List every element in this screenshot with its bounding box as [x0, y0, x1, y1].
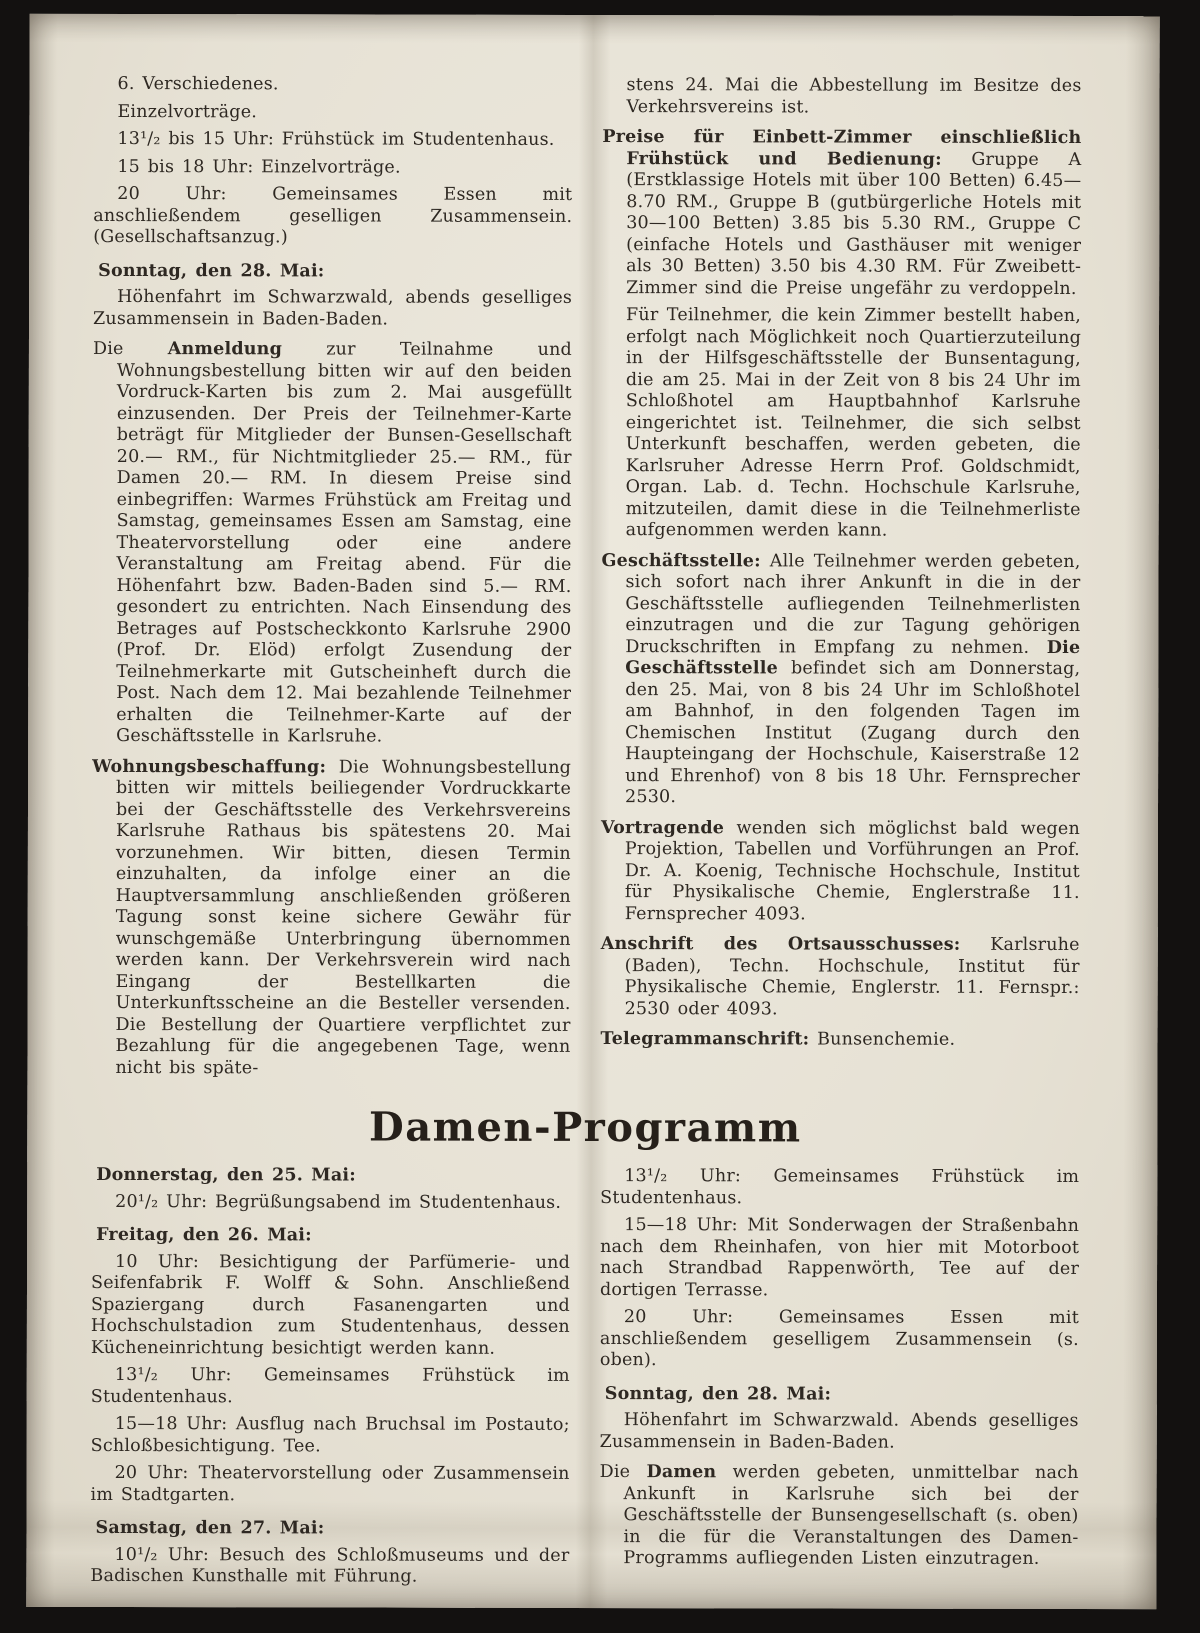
bold-text-run: Telegrammanschrift: — [600, 1029, 810, 1050]
text-run: wenden sich möglichst bald wegen Projektion, Tabellen und Vorführungen an Prof. Dr. A. Koenig, Technische Hochschule, Institut für Physikalische Chemie, Englerstraße 11. Fernsprecher 4093. — [624, 817, 1080, 924]
program-details-section — [91, 74, 1081, 1087]
bold-text-run: Preise für Einbett-Zimmer einschließlich Frühstück und Bedienung: — [602, 127, 1082, 170]
schedule-entry — [91, 1463, 570, 1507]
text-run: werden gebeten, unmittelbar nach Ankunft in Karlsruhe sich bei der Geschäftsstelle der Bunsengesellschaft (s. oben) in die für die Veranstaltungen des Damen-Programms aufliegenden Listen einzutragen. — [623, 1462, 1079, 1569]
text-run: 10 Uhr: Besichtigung der Parfümerie- und Seifenfabrik F. Wolff & Sohn. Anschließend Spaziergang durch Fasanengarten und Hochschulstadion zum Studentenhaus, dessen Kücheneinrichtung besichtigt werden kann. — [90, 1251, 571, 1359]
schedule-entry — [93, 129, 572, 152]
text-run: 20¹/₂ Uhr: Begrüßungsabend im Studentenhaus. — [115, 1191, 562, 1213]
info-paragraph — [599, 1462, 1078, 1571]
schedule-entry — [91, 1365, 570, 1409]
text-run: 15 bis 18 Uhr: Einzelvorträge. — [117, 156, 401, 178]
text-run: 15—18 Uhr: Ausflug nach Bruchsal im Postauto; Schloßbesichtigung. Tee. — [90, 1413, 570, 1456]
info-paragraph — [601, 818, 1080, 927]
bold-text-run: Anmeldung — [167, 339, 283, 360]
schedule-entry — [93, 101, 572, 124]
schedule-entry — [93, 184, 572, 250]
text-run: Gruppe A (Erstklassige Hotels mit über 100 Betten) 6.45—8.70 RM., Gruppe B (gutbürgerliche Hotels mit 30—100 Betten) 3.85 bis 5.30 RM., Gruppe C (einfache Hotels und Gasthäuser mit weniger als 30 Betten) 3.50 bis 4.30 RM. Für Zweibett-Zimmer sind die Preise ungefähr zu verdoppeln. — [626, 149, 1082, 299]
continued-paragraph — [626, 75, 1081, 119]
text-run: zur Teilnahme und Wohnungsbestellung bitten wir auf den beiden Vordruck-Karten bis zum 2. Mai ausgefüllt einzusenden. Der Preis der Teilnehmer-Karte beträgt für Mitglieder der Bunsen-Gesellschaft 20.— RM., für Nichtmitglieder 25.— RM., für Damen 20.— RM. In diesem Preise sind einbegriffen: Warmes Frühstück am Freitag und Samstag, gemeinsames Essen am Samstag, eine Theatervorstellung oder eine andere Veranstaltung am Freitag abend. Für die Höhenfahrt bzw. Baden-Baden sind 5.— RM. gesondert zu entrichten. Nach Einsendung des Betrages auf Postscheckkonto Karlsruhe 2900 (Prof. Dr. Elöd) erfolgt Zusendung der Teilnehmerkarte mit Gutscheinheft durch die Post. Nach dem 12. Mai bezahlende Teilnehmer erhalten die Teilnehmer-Karte auf der Geschäftsstelle in Karlsruhe. — [116, 339, 572, 747]
bold-text-run: Samstag, den 27. Mai: — [95, 1517, 325, 1539]
text-run: 13¹/₂ bis 15 Uhr: Frühstück im Studentenhaus. — [117, 129, 555, 150]
text-run: Für Teilnehmer, die kein Zimmer bestellt haben, erfolgt nach Möglichkeit noch Quartierzuteilung in der Hilfsgeschäftsstelle der Bunsentagung, die am 25. Mai in der Zeit von 8 bis 24 Uhr im Schloßhotel am Hauptbahnhof Karlsruhe eingerichtet ist. Teilnehmer, die sich selbst Unterkunft beschaffen, werden gebeten, die Karlsruher Adresse Herrn Prof. Goldschmidt, Organ. Lab. d. Techn. Hochschule Karlsruhe, mitzuteilen, damit diese in die Teilnehmerliste aufgenommen werden kann. — [625, 305, 1082, 541]
bold-text-run: Damen — [646, 1462, 717, 1483]
text-run: 6. Verschiedenes. — [117, 74, 279, 95]
schedule-entry — [600, 1166, 1079, 1210]
text-run: 20 Uhr: Gemeinsames Essen mit anschließendem geselligen Zusammensein. (Gesellschaftsanzug.) — [93, 184, 573, 248]
document-page — [26, 14, 1159, 1609]
info-paragraph — [602, 127, 1081, 300]
program-details-right-column — [600, 75, 1081, 1087]
program-details-left-column — [91, 74, 572, 1086]
damen-programm-left-column — [90, 1165, 570, 1595]
schedule-entry — [91, 1251, 570, 1360]
schedule-entry — [93, 287, 572, 331]
text-run: 20 Uhr: Theatervorstellung oder Zusammensein im Stadtgarten. — [90, 1462, 570, 1505]
text-run: 10¹/₂ Uhr: Besuch des Schloßmuseums und der Badischen Kunsthalle mit Führung. — [90, 1544, 570, 1587]
text-run: stens 24. Mai die Abbestellung im Besitze des Verkehrsvereins ist. — [626, 75, 1082, 117]
bold-text-run: Freitag, den 26. Mai: — [96, 1224, 312, 1246]
text-run: Die Wohnungsbestellung bitten wir mittels beiliegender Vordruckkarte bei der Geschäftsstelle des Verkehrsvereins Karlsruhe Rathaus bis spätestens 20. Mai vorzunehmen. Wir bitten, diesen Termin einzuhalten, da infolge einer an die Hauptversammlung anschließenden größeren Tagung sonst keine sichere Gewähr für wunschgemäße Unterbringung übernommen werden kann. Der Verkehrsverein wird nach Eingang der Bestellkarten die Unterkunftsscheine an die Besteller versenden. Die Bestellung der Quartiere verpflichtet zur Bezahlung für die angegebenen Tage, wenn nicht bis späte- — [115, 756, 572, 1078]
text-run: Die — [92, 338, 168, 360]
text-run: 13¹/₂ Uhr: Gemeinsames Frühstück im Studentenhaus. — [90, 1364, 570, 1407]
day-header — [91, 1225, 570, 1248]
damen-programm-right-column — [599, 1166, 1079, 1596]
bold-text-run: Vortragende — [600, 817, 725, 838]
schedule-entry — [600, 1410, 1079, 1454]
damen-programm-title: Damen-Programm — [369, 1103, 802, 1152]
bold-text-run: Wohnungsbeschaffung: — [92, 756, 327, 777]
bold-text-run: Geschäftsstelle: — [601, 550, 761, 571]
schedule-entry — [91, 1414, 570, 1458]
text-run: Einzelvorträge. — [117, 101, 258, 122]
text-run: Höhenfahrt im Schwarzwald, abends geselliges Zusammensein in Baden-Baden. — [93, 287, 573, 330]
text-run: 20 Uhr: Gemeinsames Essen mit anschließendem geselligem Zusammensein (s. oben). — [599, 1307, 1079, 1371]
damen-programm-section — [90, 1165, 1079, 1596]
schedule-entry — [91, 1191, 570, 1214]
bold-text-run: Die Geschäftsstelle — [625, 637, 1081, 679]
schedule-entry — [600, 1215, 1079, 1302]
info-paragraph — [601, 551, 1081, 810]
bold-text-run: Anschrift des Ortsausschusses: — [600, 934, 961, 955]
info-paragraph — [601, 934, 1080, 1021]
text-run: 13¹/₂ Uhr: Gemeinsames Frühstück im Studentenhaus. — [600, 1166, 1080, 1208]
text-run: 15—18 Uhr: Mit Sonderwagen der Straßenbahn nach dem Rheinhafen, von hier mit Motorboot nach Strandbad Rappenwörth, Tee auf der dortigen Terrasse. — [599, 1215, 1080, 1300]
schedule-entry — [93, 156, 572, 179]
schedule-entry — [93, 74, 572, 97]
day-header — [91, 1165, 570, 1188]
continued-paragraph — [626, 305, 1081, 542]
text-run: befindet sich am Donnerstag, den 25. Mai, von 8 bis 24 Uhr im Schloßhotel am Bahnhof, in den folgenden Tagen im Chemischen Institut (Zugang durch den Haupteingang der Hochschule, Kaiserstraße 12 und Ehrenhof) von 8 bis 18 Uhr. Fernsprecher 2530. — [625, 658, 1081, 808]
day-header — [600, 1384, 1079, 1407]
text-run: Alle Teilnehmer werden gebeten, sich sofort nach ihrer Ankunft in die in der Geschäftsstelle aufliegenden Teilnehmerlisten einzutragen und die zur Tagung gehörigen Druckschriften in Empfang zu nehmen. — [625, 550, 1081, 658]
bold-text-run: Sonntag, den 28. Mai: — [98, 260, 325, 281]
page-content — [26, 14, 1159, 1609]
text-run: Bunsenchemie. — [809, 1029, 956, 1050]
text-run: Karlsruhe (Baden), Techn. Hochschule, Institut für Physikalische Chemie, Englerstr. 11. Fernspr.: 2530 oder 4093. — [624, 934, 1080, 1019]
bold-text-run: Sonntag, den 28. Mai: — [604, 1383, 832, 1404]
day-header — [90, 1518, 569, 1541]
schedule-entry — [600, 1307, 1079, 1373]
text-run: Höhenfahrt im Schwarzwald. Abends geselliges Zusammensein in Baden-Baden. — [599, 1410, 1079, 1453]
info-paragraph — [91, 756, 571, 1080]
text-run: Die — [599, 1462, 647, 1483]
day-header — [93, 260, 572, 283]
info-paragraph — [600, 1029, 1079, 1052]
bold-text-run: Donnerstag, den 25. Mai: — [96, 1164, 356, 1186]
schedule-entry — [90, 1544, 569, 1588]
info-paragraph — [92, 339, 572, 749]
